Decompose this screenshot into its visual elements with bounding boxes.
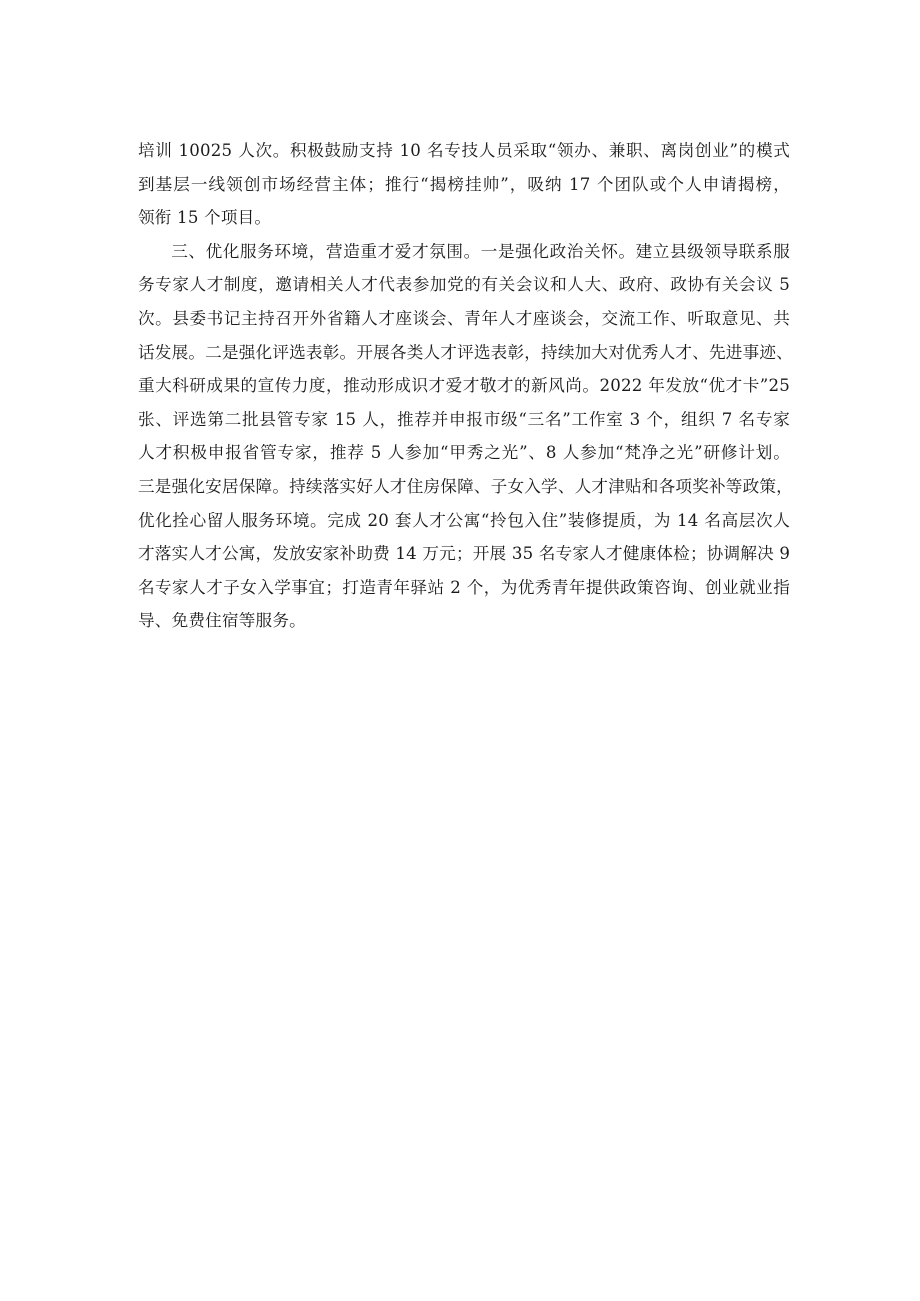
text-line: 才落实人才公寓，发放安家补助费 14 万元；开展 35 名专家人才健康体检；协调解决 9	[138, 544, 791, 564]
text-line: 话发展。二是强化评选表彰。开展各类人才评选表彰，持续加大对优秀人才、先进事迹、	[138, 342, 793, 362]
text-line: 人才积极申报省管专家，推荐 5 人参加“甲秀之光”、8 人参加“梵净之光”研修计划。	[138, 443, 790, 463]
text-line: 名专家人才子女入学事宜；打造青年驿站 2 个，为优秀青年提供政策咨询、创业就业指	[138, 577, 790, 597]
text-line: 优化拴心留人服务环境。完成 20 套人才公寓“拎包入住”装修提质，为 14 名高层次人	[138, 510, 790, 530]
text-line: 三、优化服务环境，营造重才爱才氛围。一是强化政治关怀。建立县级领导联系服	[171, 241, 790, 261]
paragraph-talent-training	[138, 134, 790, 235]
text-line: 导、免费住宿等服务。	[138, 611, 306, 631]
text-line: 培训 10025 人次。积极鼓励支持 10 名专技人员采取“领办、兼职、离岗创业”的模式	[138, 141, 790, 160]
text-line: 张、评选第二批县管专家 15 人，推荐并申报市级“三名”工作室 3 个，组织 7 名专家	[138, 409, 790, 429]
text-line: 领衔 15 个项目。	[138, 208, 272, 228]
paragraph-service-environment	[138, 235, 793, 638]
text-line: 务专家人才制度，邀请相关人才代表参加党的有关会议和人大、政府、政协有关会议 5	[138, 275, 790, 295]
text-line: 重大科研成果的宣传力度，推动形成识才爱才敬才的新风尚。2022 年发放“优才卡”25	[138, 376, 790, 396]
text-line: 三是强化安居保障。持续落实好人才住房保障、子女入学、人才津贴和各项奖补等政策，	[138, 476, 793, 496]
text-line: 到基层一线领创市场经营主体；推行“揭榜挂帅”，吸纳 17 个团队或个人申请揭榜，	[138, 174, 790, 194]
document-body	[138, 134, 793, 638]
text-line: 次。县委书记主持召开外省籍人才座谈会、青年人才座谈会，交流工作、听取意见、共	[138, 308, 790, 328]
